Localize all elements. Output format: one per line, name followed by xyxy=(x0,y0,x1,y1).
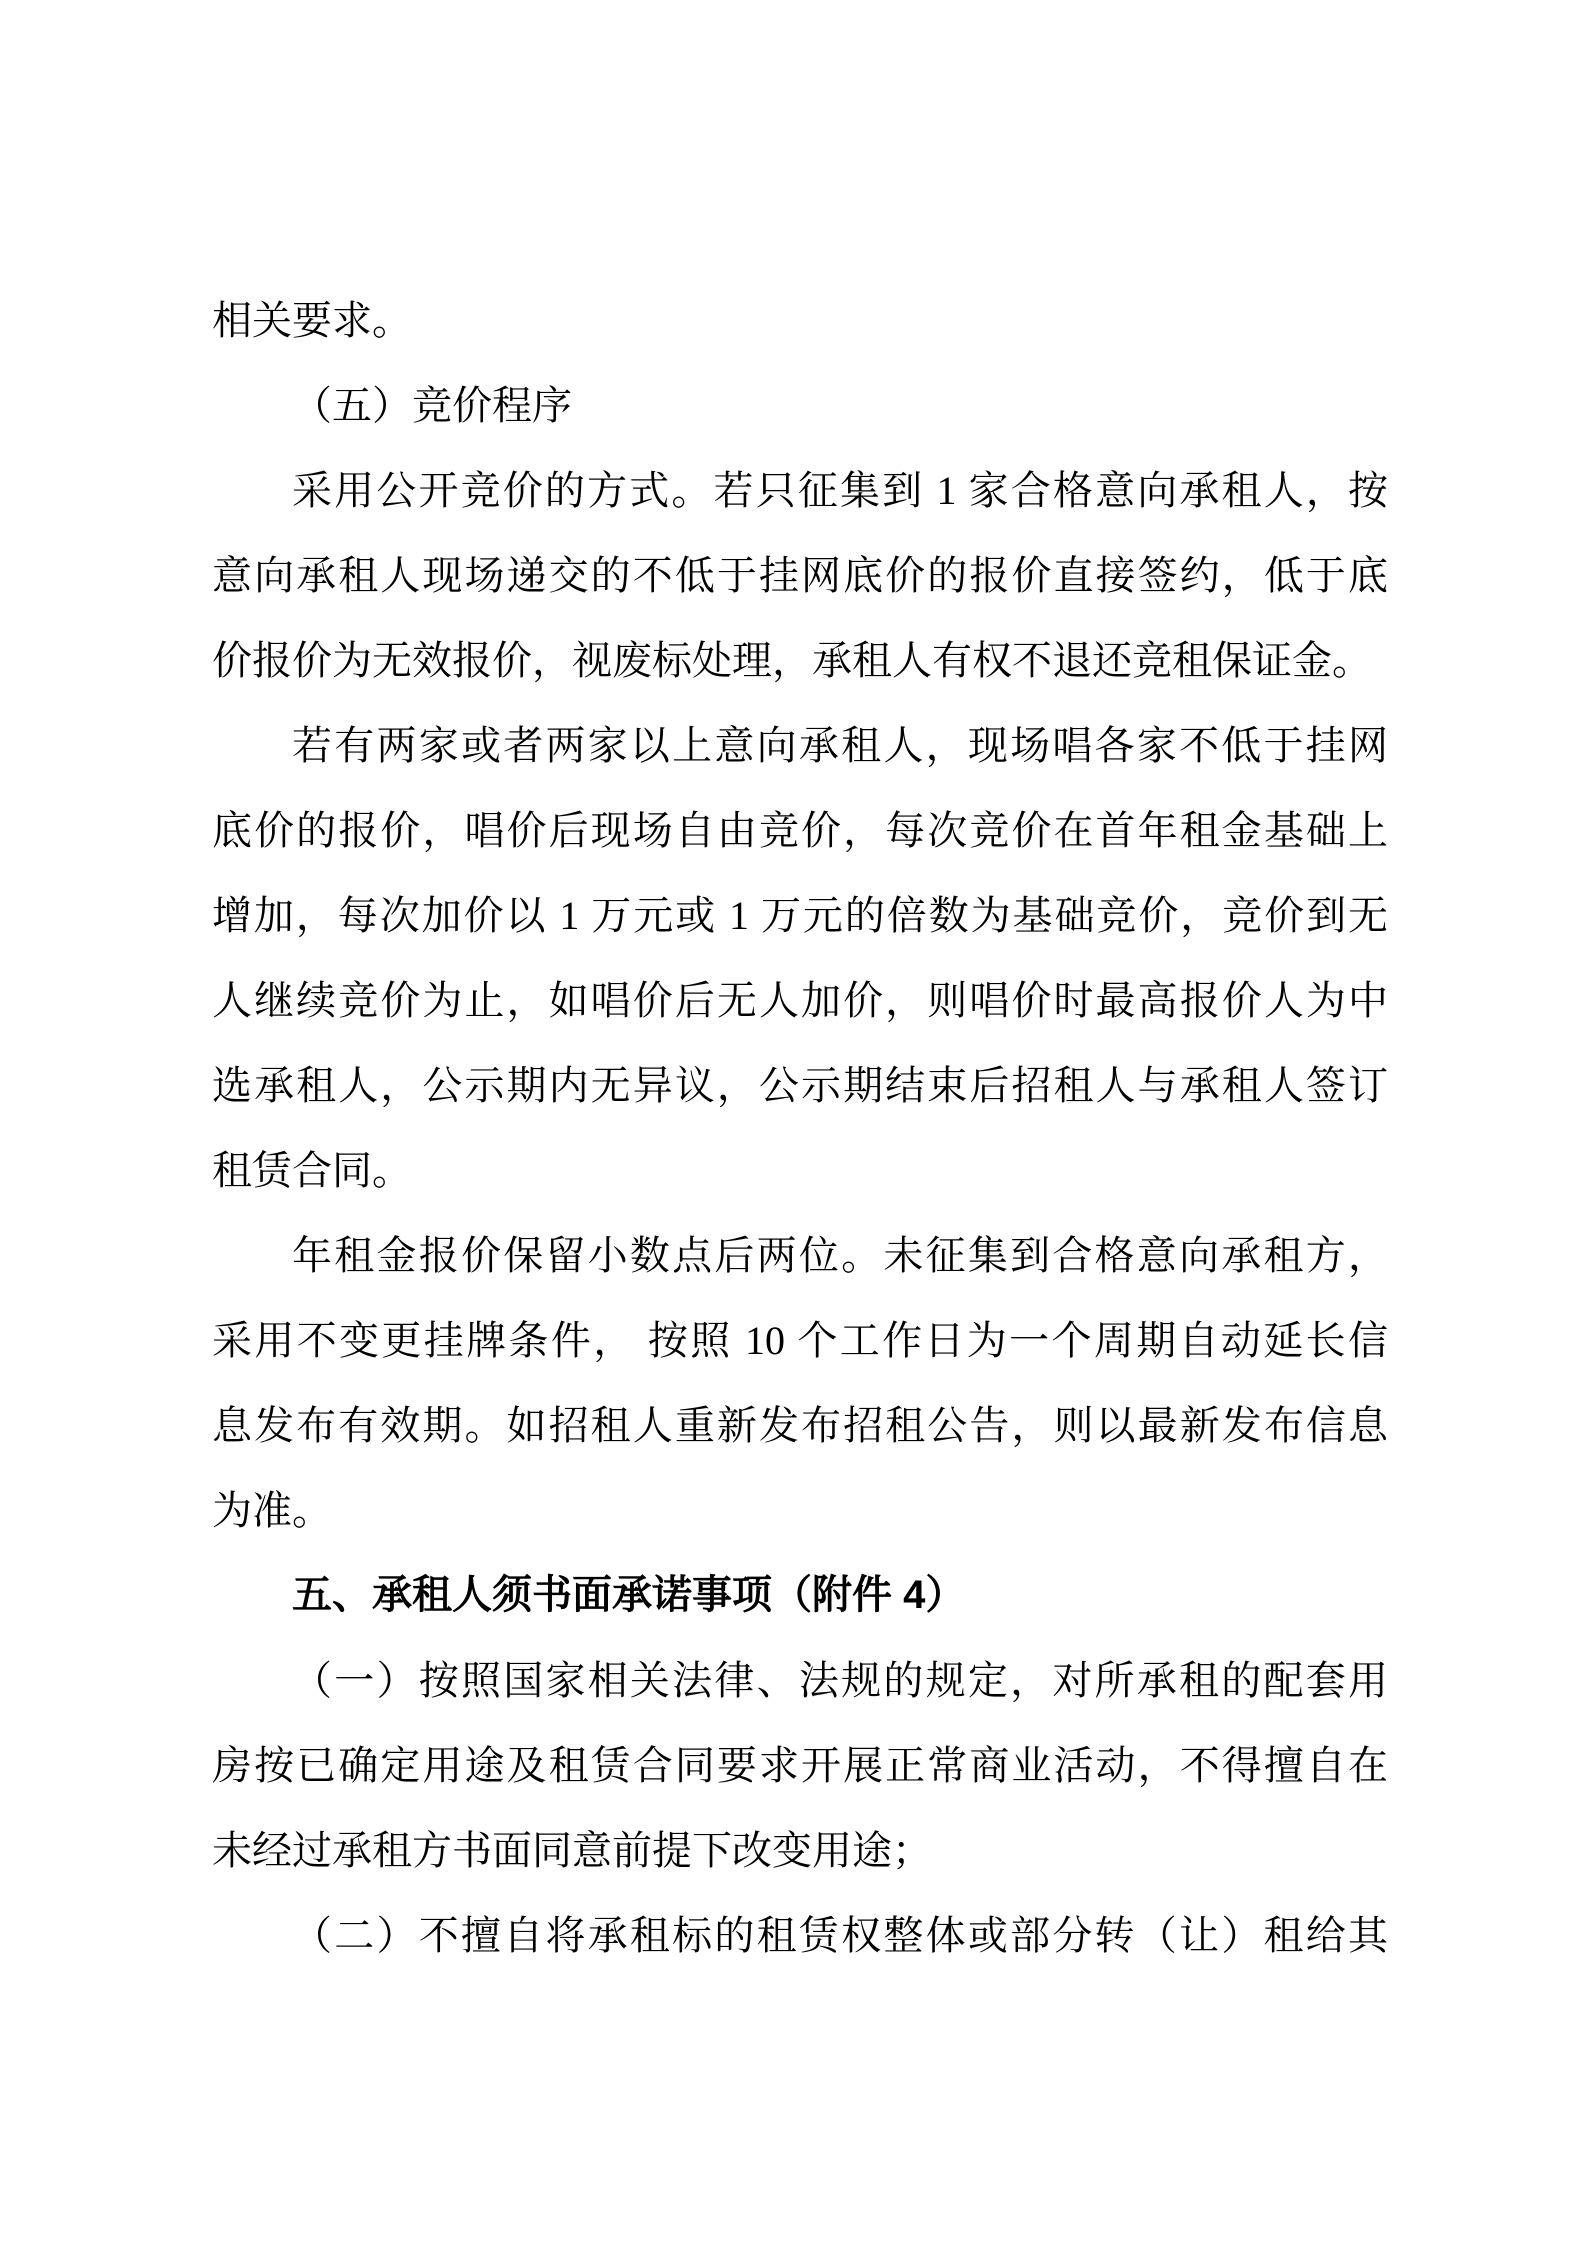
text-line: 相关要求。 xyxy=(212,298,412,343)
paragraph-subsection-title-bidding-procedure xyxy=(212,363,1388,448)
text-line: 若有两家或者两家以上意向承租人，现场唱各家不低于挂网 xyxy=(292,723,1388,768)
text-line: 房按已确定用途及租赁合同要求开展正常商业活动，不得擅自在 xyxy=(212,1743,1388,1788)
text-line: 未经过承租方书面同意前提下改变用途； xyxy=(212,1828,932,1873)
text-block xyxy=(212,278,1388,1978)
paragraph-open-bidding-multiple-tenants xyxy=(212,703,1388,1213)
text-line: （一）按照国家相关法律、法规的规定，对所承租的配套用 xyxy=(292,1658,1388,1703)
text-line: 五、承租人须书面承诺事项（附件 4） xyxy=(292,1573,966,1617)
paragraph-continuation xyxy=(212,278,1388,363)
paragraph-open-bidding-single-tenant xyxy=(212,448,1388,703)
paragraph-annual-rent-quote-rules xyxy=(212,1213,1388,1553)
text-line: 人继续竞价为止，如唱价后无人加价，则唱价时最高报价人为中 xyxy=(212,978,1388,1023)
paragraph-commitment-1 xyxy=(212,1638,1388,1893)
text-line: （二）不擅自将承租标的租赁权整体或部分转（让）租给其 xyxy=(292,1913,1388,1958)
text-line: （五）竞价程序 xyxy=(292,383,572,428)
text-line: 增加，每次加价以 1 万元或 1 万元的倍数为基础竞价，竞价到无 xyxy=(212,893,1388,938)
text-line: 意向承租人现场递交的不低于挂网底价的报价直接签约，低于底 xyxy=(212,553,1388,598)
text-line: 息发布有效期。如招租人重新发布招租公告，则以最新发布信息 xyxy=(212,1403,1388,1448)
text-line: 采用公开竞价的方式。若只征集到 1 家合格意向承租人，按 xyxy=(292,468,1388,513)
text-line: 采用不变更挂牌条件， 按照 10 个工作日为一个周期自动延长信 xyxy=(212,1318,1388,1363)
text-line: 底价的报价，唱价后现场自由竞价，每次竞价在首年租金基础上 xyxy=(212,808,1388,853)
paragraph-section-heading-written-commitments xyxy=(212,1553,1388,1638)
text-line: 年租金报价保留小数点后两位。未征集到合格意向承租方， xyxy=(292,1233,1388,1278)
text-line: 选承租人，公示期内无异议，公示期结束后招租人与承租人签订 xyxy=(212,1063,1388,1108)
text-line: 为准。 xyxy=(212,1488,332,1533)
text-line: 租赁合同。 xyxy=(212,1148,412,1193)
text-line: 价报价为无效报价，视废标处理，承租人有权不退还竞租保证金。 xyxy=(212,638,1372,683)
paragraph-commitment-2 xyxy=(212,1893,1388,1978)
